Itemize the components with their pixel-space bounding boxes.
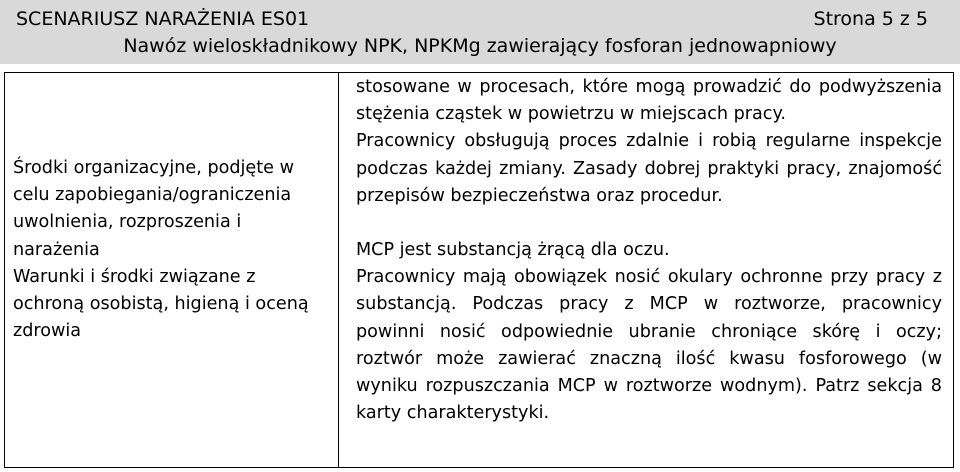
- corrosive-text: MCP jest substancją żrącą dla oczu.: [356, 240, 670, 261]
- protection-text: Pracownicy mają obowiązek nosić okulary ochronne przy pracy z substancją. Podczas pracy z MCP w roztworze, pracownicy powinni nosić odpowiednie ubranie chroniące skórę i oczy; roztwór może zawierać znaczną ilość kwasu fosforowego (w wyniku rozpuszczania MCP w roztworze wodnym). Patrz sekcja 8 karty charakterystyki.: [356, 267, 942, 424]
- header-top-row: [16, 6, 928, 32]
- column-divider: [338, 73, 339, 467]
- organizational-measures-label: Środki organizacyjne, podjęte w celu zapobiegania/ograniczenia uwolnienia, rozproszenia i narażenia: [13, 158, 294, 260]
- document-title: SCENARIUSZ NARAŻENIA ES01: [16, 8, 310, 30]
- spacer: [356, 210, 942, 237]
- page-number: Strona 5 z 5: [813, 8, 928, 30]
- personal-protection-label: Warunki i środki związane z ochroną osobistą, higieną i oceną zdrowia: [13, 266, 309, 342]
- left-column: [13, 155, 331, 345]
- inspection-text: Pracownicy obsługują proces zdalnie i robią regularne inspekcje podczas każdej zmiany. Zasady dobrej praktyki pracy, znajomość przepisów bezpieczeństwa oraz procedur.: [356, 131, 942, 206]
- measures-table: [4, 72, 954, 468]
- document-subtitle: Nawóz wieloskładnikowy NPK, NPKMg zawierający fosforan jednowapniowy: [123, 35, 837, 57]
- page-header: [0, 0, 960, 64]
- process-text: stosowane w procesach, które mogą prowadzić do podwyższenia stężenia cząstek w powietrzu w miejscach pracy.: [356, 77, 942, 125]
- right-column: [356, 74, 942, 427]
